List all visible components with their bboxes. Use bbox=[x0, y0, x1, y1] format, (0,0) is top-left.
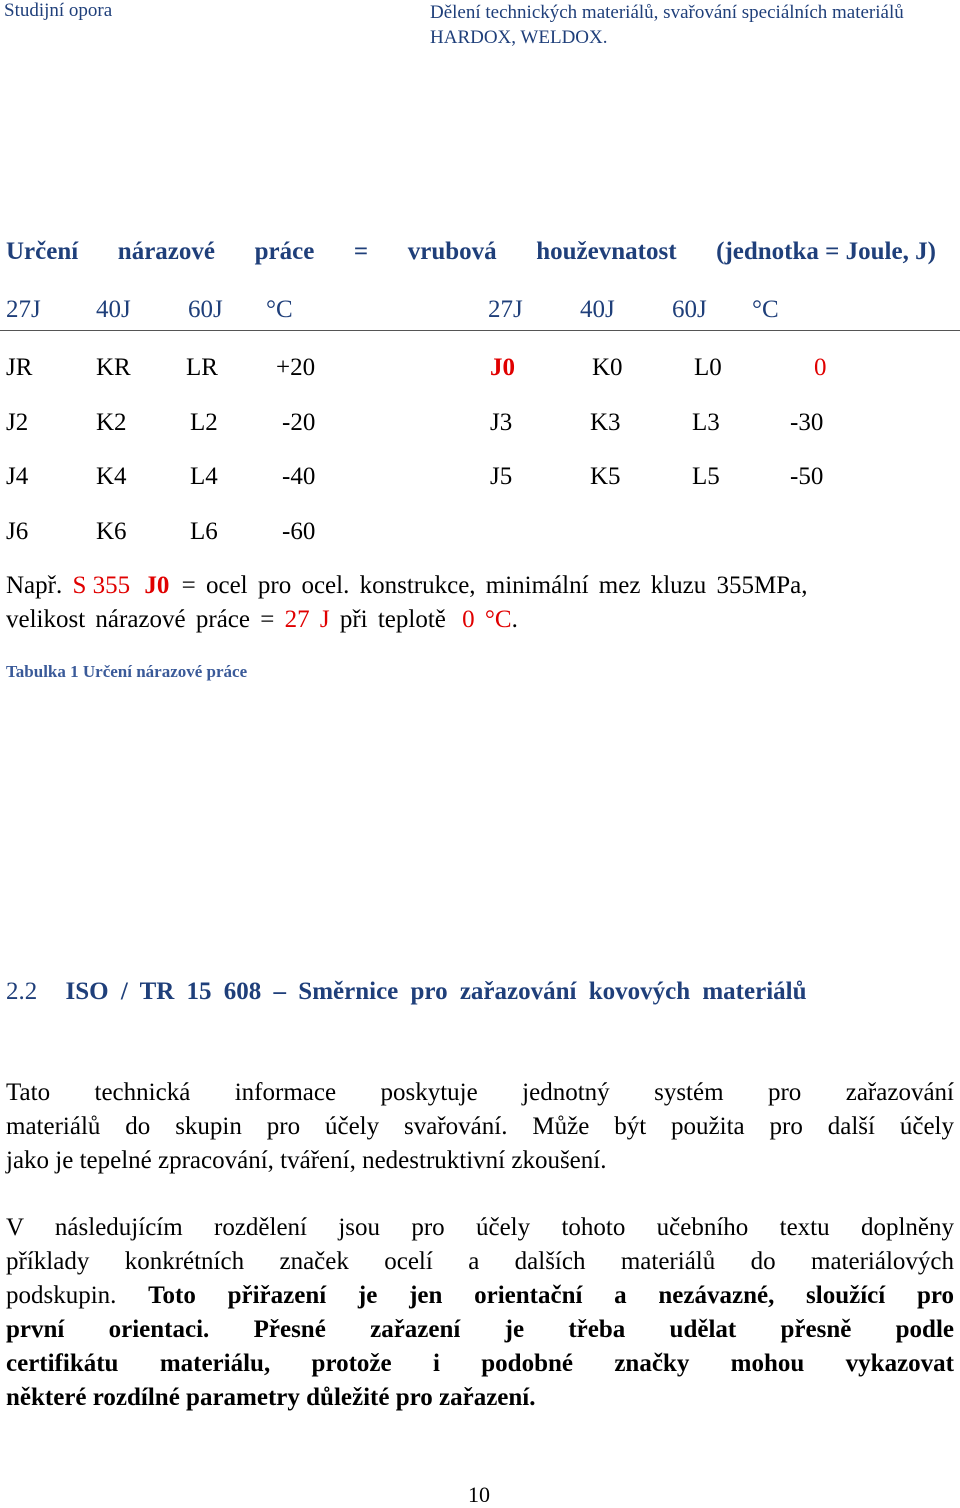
example-text: . bbox=[511, 606, 518, 633]
cell: J2 bbox=[6, 409, 29, 436]
header-right-line1: Dělení technických materiálů, svařování speciálních materiálů bbox=[430, 2, 904, 23]
cell: L6 bbox=[190, 518, 218, 545]
cell: J6 bbox=[6, 518, 29, 545]
cell: K5 bbox=[590, 463, 621, 490]
paragraph-1 bbox=[6, 1076, 954, 1178]
page-number: 10 bbox=[468, 1482, 490, 1507]
section-number: 2.2 bbox=[6, 978, 38, 1005]
paragraph-line: materiálů do skupin pro účely svařování. Může být použita pro další účely bbox=[6, 1113, 954, 1140]
cell: -60 bbox=[282, 518, 316, 545]
section-heading bbox=[6, 978, 807, 1006]
col-header-left-27j: 27J bbox=[6, 296, 41, 323]
cell: JR bbox=[6, 354, 33, 381]
header-right bbox=[430, 0, 904, 50]
paragraph-line bbox=[6, 1313, 954, 1347]
cell: K6 bbox=[96, 518, 127, 545]
paragraph-line: jako je tepelné zpracování, tváření, nedestruktivní zkoušení. bbox=[6, 1147, 607, 1174]
cell: -30 bbox=[790, 409, 824, 436]
table-rule bbox=[0, 330, 960, 331]
example-text: při teplotě bbox=[339, 606, 446, 633]
cell: LR bbox=[186, 354, 218, 381]
cell: +20 bbox=[276, 354, 316, 381]
col-header-left-40j: 40J bbox=[96, 296, 131, 323]
col-header-right-60j: 60J bbox=[672, 296, 707, 323]
cell: K4 bbox=[96, 463, 127, 490]
cell: -40 bbox=[282, 463, 316, 490]
col-header-left-60j: 60J bbox=[188, 296, 223, 323]
cell: L4 bbox=[190, 463, 218, 490]
cell: J5 bbox=[490, 463, 513, 490]
cell-highlight: 0 bbox=[814, 354, 827, 381]
example-prefix: Např. bbox=[6, 572, 63, 599]
cell: -20 bbox=[282, 409, 316, 436]
paragraph-line bbox=[6, 1279, 954, 1313]
table-caption: Tabulka 1 Určení nárazové práce bbox=[6, 662, 248, 681]
cell: L0 bbox=[694, 354, 722, 381]
col-header-right-27j: 27J bbox=[488, 296, 523, 323]
cell: -50 bbox=[790, 463, 824, 490]
header-left: Studijní opora bbox=[4, 0, 113, 21]
cell: K0 bbox=[592, 354, 623, 381]
paragraph-line: příklady konkrétních značek ocelí a dalších materiálů do materiálových bbox=[6, 1248, 954, 1275]
cell-highlight: J0 bbox=[490, 354, 515, 381]
example-text: velikost nárazové práce = bbox=[6, 606, 275, 633]
impact-title: Určení nárazové práce = vrubová houževnatost (jednotka = Joule, J) bbox=[6, 238, 936, 265]
col-header-right-40j: 40J bbox=[580, 296, 615, 323]
paragraph-line: některé rozdílné parametry důležité pro zařazení. bbox=[6, 1384, 536, 1411]
paragraph-2 bbox=[6, 1211, 954, 1415]
col-header-right-temp: °C bbox=[752, 296, 779, 323]
example-grade: S 355 bbox=[72, 572, 131, 599]
example-code: J0 bbox=[144, 572, 170, 599]
paragraph-bold-text: Přesné zařazení je třeba udělat přesně podle bbox=[253, 1316, 954, 1343]
cell: K2 bbox=[96, 409, 127, 436]
section-title: ISO / TR 15 608 – Směrnice pro zařazování kovových materiálů bbox=[65, 978, 807, 1005]
paragraph-line: Tato technická informace poskytuje jednotný systém pro zařazování bbox=[6, 1079, 954, 1106]
cell: KR bbox=[96, 354, 131, 381]
paragraph-line: V následujícím rozdělení jsou pro účely tohoto učebního textu doplněny bbox=[6, 1214, 954, 1241]
cell: J3 bbox=[490, 409, 513, 436]
cell: K3 bbox=[590, 409, 621, 436]
cell: L3 bbox=[692, 409, 720, 436]
paragraph-text: podskupin. bbox=[6, 1282, 117, 1309]
cell: L5 bbox=[692, 463, 720, 490]
example-line1 bbox=[6, 572, 807, 600]
header-right-line2: HARDOX, WELDOX. bbox=[430, 27, 608, 48]
example-line2 bbox=[6, 606, 518, 634]
paragraph-bold-text: první orientaci. bbox=[6, 1316, 210, 1343]
cell: J4 bbox=[6, 463, 29, 490]
paragraph-bold-text: Toto přiřazení je jen orientační a nezávazné, sloužící pro bbox=[148, 1282, 954, 1309]
paragraph-line: certifikátu materiálu, protože i podobné značky mohou vykazovat bbox=[6, 1350, 954, 1377]
example-temp: 0 °C bbox=[462, 606, 512, 633]
example-value: 27 J bbox=[284, 606, 330, 633]
example-rest: = ocel pro ocel. konstrukce, minimální mez kluzu 355MPa, bbox=[181, 572, 808, 599]
cell: L2 bbox=[190, 409, 218, 436]
col-header-left-temp: °C bbox=[266, 296, 293, 323]
